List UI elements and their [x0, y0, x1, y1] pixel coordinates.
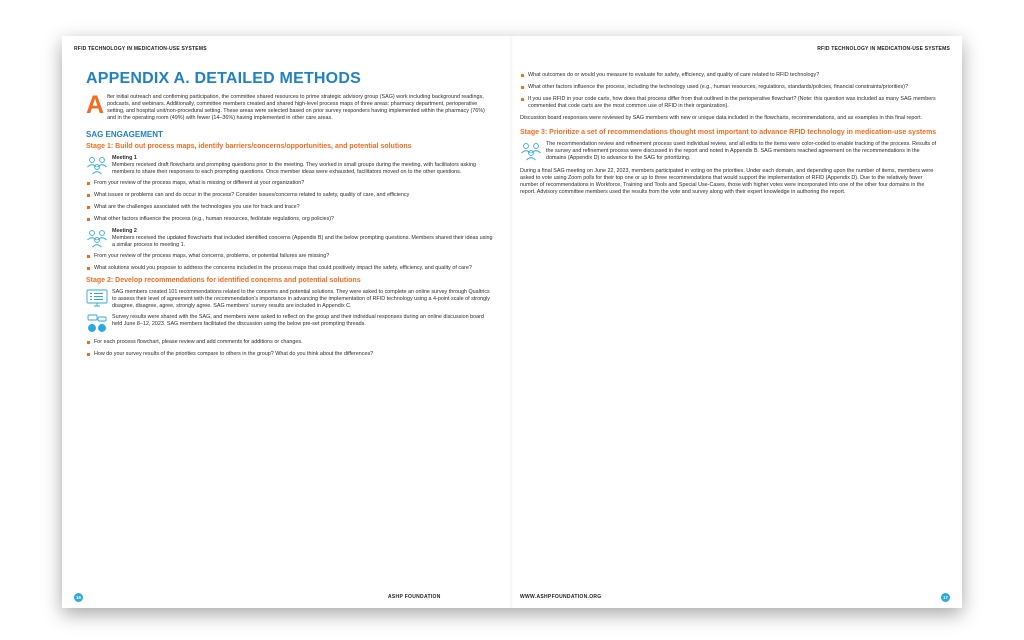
list-item: What are the challenges associated with the technologies you use for track and trace? [86, 204, 494, 211]
stage2-bullets [86, 339, 494, 358]
right-content [520, 69, 940, 196]
footer-organization: ASHP FOUNDATION [388, 594, 441, 600]
left-content [86, 70, 494, 363]
meeting1-block [86, 155, 494, 177]
list-item: From your review of the process maps, what is missing or different at your organization? [86, 180, 494, 187]
drop-cap: A [86, 91, 105, 119]
page-number-right: 17 [942, 595, 948, 600]
list-item: If you use RFID in your code carts, how does that process differ from that outlined in the perioperative flowchart? (Note: this question was included as many SAG members commented that code carts are the most common use of RFID in their organization). [520, 96, 940, 110]
meeting1-bullets [86, 180, 494, 223]
stage2-text2: Survey results were shared with the SAG, and members were asked to reflect on the group and their individual responses during an online discussion board held June 8–12, 2023. SAG members facilitated the discussion using the below pre-set prompting threads. [112, 314, 484, 327]
list-item: What other factors influence the process (e.g., human resources, fed/state regulations, org policies)? [86, 216, 494, 223]
left-page [62, 36, 512, 608]
page-number-left: 16 [75, 595, 81, 600]
list-item: How do your survey results of the priorities compare to others in the group? What do you think about the differences? [86, 351, 494, 358]
meeting2-bullets [86, 253, 494, 272]
discussion-text: Discussion board responses were reviewed by SAG members with new or unique data included in the flowcharts, recommendations, and as examples in this final report. [520, 115, 923, 121]
list-item: What solutions would you propose to address the concerns included in the process maps that could positively impact the safety, efficiency, and quality of care? [86, 265, 494, 272]
footer-url: WWW.ASHPFOUNDATION.ORG [520, 594, 602, 600]
intro-paragraph [86, 91, 494, 122]
stage1-heading: Stage 1: Build out process maps, identify barriers/concerns/opportunities, and potential solutions [86, 143, 412, 150]
stage3-text1: The recommendation review and refinement process used individual review, and all edits to the items were color-coded to enable tracking of the process. Results of the survey and refinement process were discussed in the report and noted in Appendix B. SAG members reached agreement on the recommendations in the domains (Appendix D) to advance to the SAG for prioritizing. [546, 141, 937, 161]
meeting2-title: Meeting 2 [112, 228, 137, 234]
people-group-icon [86, 155, 108, 175]
stage2-text1: SAG members created 101 recommendations related to the concerns and potential solutions. They were asked to complete an online survey through Qualtrics to assess their level of agreement with the recommendation's importance in advancing the implementation of RFID technology using a 4-point scale of strongly disagree, disagree, agree, strongly agree. SAG members' survey results are included in Appendix C. [112, 289, 490, 309]
discussion-people-icon [86, 314, 108, 334]
running-header-right: RFID TECHNOLOGY IN MEDICATION-USE SYSTEMS [817, 46, 950, 52]
list-item: What outcomes do or would you measure to evaluate for safety, efficiency, and quality of care related to RFID technology? [520, 72, 940, 79]
list-item: For each process flowchart, please review and add comments for additions or changes. [86, 339, 494, 346]
list-item: What issues or problems can and do occur in the process? Consider issues/concerns related to safety, quality of care, and efficiency [86, 192, 494, 199]
running-header-left: RFID TECHNOLOGY IN MEDICATION-USE SYSTEMS [74, 46, 207, 52]
meeting2-text: Members received the updated flowcharts that included identified concerns (Appendix B) and the below prompting questions. Members shared their ideas using a similar process to meeting 1. [112, 235, 493, 248]
meeting2-block [86, 228, 494, 250]
meeting1-title: Meeting 1 [112, 155, 137, 161]
stage3-block [520, 141, 940, 163]
document-spread [62, 36, 962, 608]
page-title: APPENDIX A. DETAILED METHODS [86, 70, 361, 87]
meeting1-text: Members received draft flowcharts and prompting questions prior to the meeting. They worked in small groups during the meeting, with facilitators asking members to share their responses to each prompting questions. Once member ideas were exhausted, facilitators moved on to the other questions. [112, 162, 476, 175]
list-item: What other factors influence the process, including the technology used (e.g., human resources, regulations, standards/policies, financial constraints/priorities)? [520, 84, 940, 91]
stage3-text2: During a final SAG meeting on June 22, 2023, members participated in voting on the priorities. Under each domain, and depending upon the number of items, members were asked to vote using Zoom polls for their top one or up to three recommendations that would support the implementation of RFID (Appendix D). Due to the relatively fewer number of recommendations in Workforce, Training and Tools and Special Use-Cases, those with higher votes were incorporated into one of the other four domains in the report. Advisory committee members used the results from the vote and survey along with their expert knowledge in authoring the report. [520, 168, 934, 195]
survey-block [86, 289, 494, 311]
computer-survey-icon [86, 289, 108, 309]
people-group-icon [520, 141, 542, 161]
right-page [512, 36, 962, 608]
stage3-heading: Stage 3: Prioritize a set of recommendations thought most important to advance RFID technology in medication-use systems [520, 129, 937, 136]
discussion-block [86, 314, 494, 336]
list-item: From your review of the process maps, what concerns, problems, or potential failures are missing? [86, 253, 494, 260]
intro-text: fter initial outreach and confirming participation, the committee shared resources to prime strategic advisory group (SAG) work including background readings, podcasts, and webinars. Additionally, committee members created and shared high-level process maps of three areas: pharmacy department, perioperative setting, and hospital unit/non-procedural setting. These areas were selected based on prior survey responders having implemented within the pharmacy (76%) and in the operating room (49%) with fewer (14–36%) having implemented in other care areas. [107, 94, 485, 121]
stage2-heading: Stage 2: Develop recommendations for identified concerns and potential solutions [86, 277, 361, 284]
section-heading-sag-engagement: SAG ENGAGEMENT [86, 130, 163, 139]
people-group-icon [86, 228, 108, 248]
continued-bullets [520, 72, 940, 110]
